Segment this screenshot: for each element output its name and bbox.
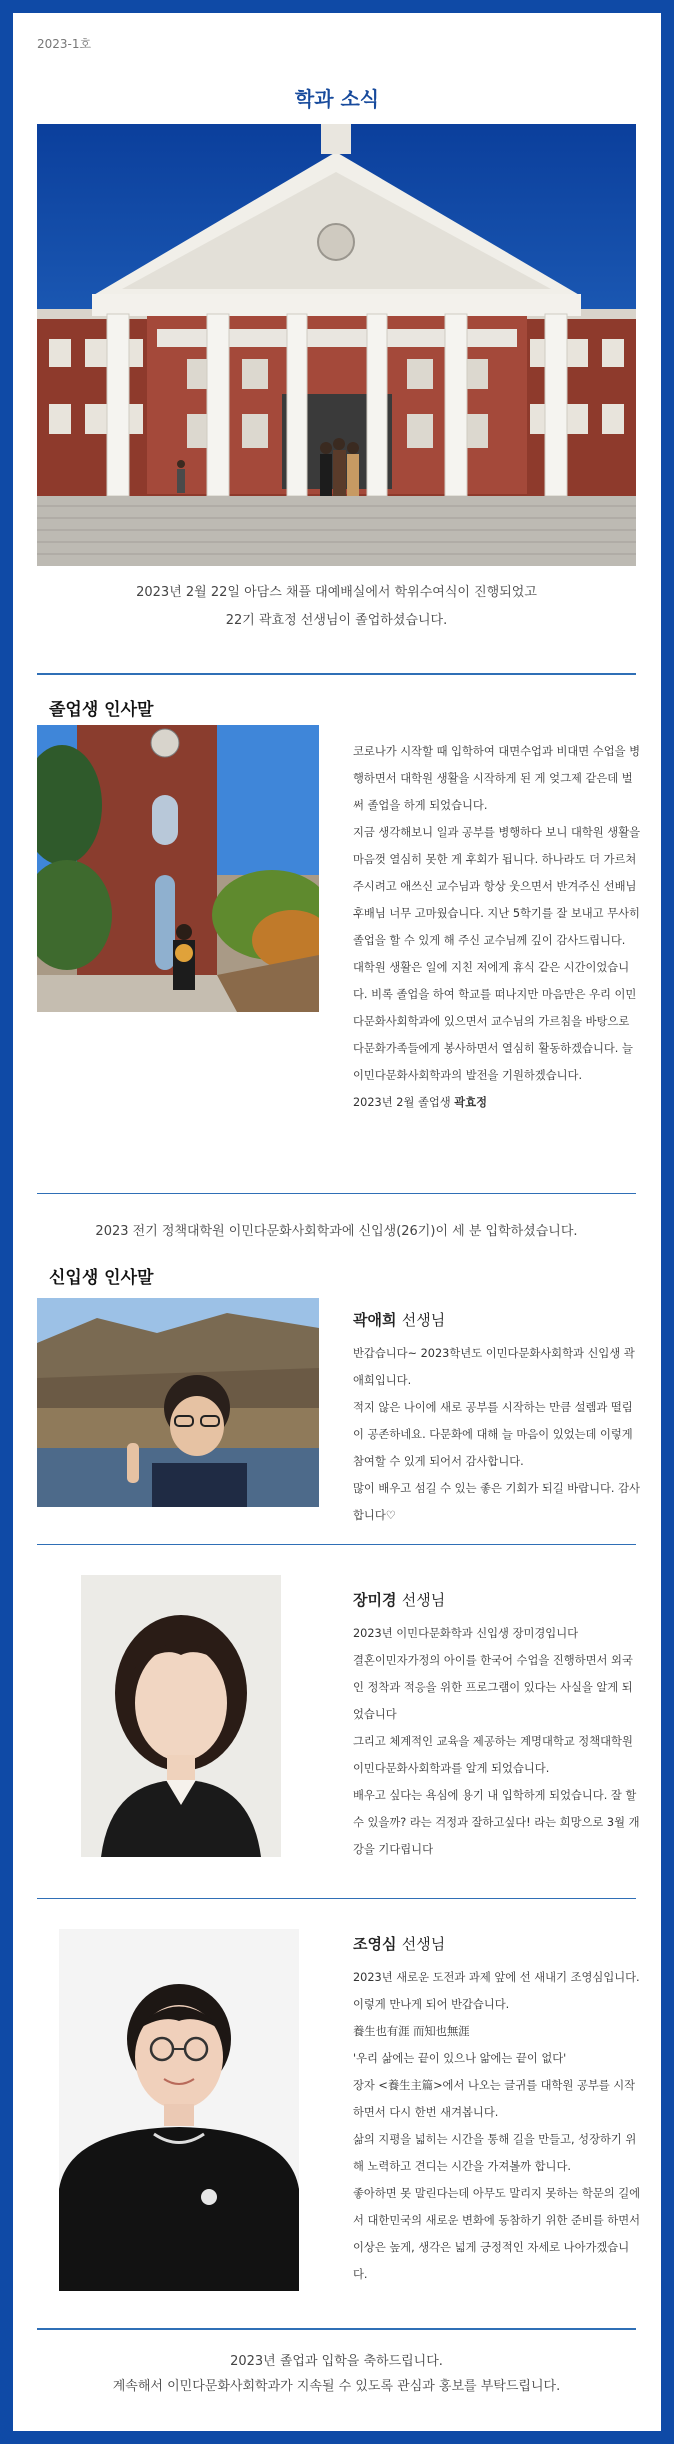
graduate-paragraph: 코로나가 시작할 때 입학하여 대면수업과 비대면 수업을 병행하면서 대학원 생활을 시작하게 된 게 엊그제 같은데 벌써 졸업을 하게 되었습니다.: [353, 745, 641, 812]
footer-line: 2023년 졸업과 입학을 축하드립니다.: [230, 2354, 443, 2369]
student-paragraph: 좋아하면 못 말린다는데 아무도 말리지 못하는 학문의 길에서 대한민국의 새로운 변화에 동참하기 위한 준비를 하면서 이상은 높게, 생각은 넓게 긍정적인 자세로 나아가겠습니다.: [353, 2187, 641, 2281]
hero-photo-graduation-building: [37, 124, 636, 566]
student-photo-illustration: [37, 1298, 319, 1507]
signature-name: 곽효정: [454, 1096, 488, 1109]
section-divider: [37, 2328, 636, 2330]
section-divider: [37, 1544, 636, 1545]
student-paragraph: 적지 않은 나이에 새로 공부를 시작하는 만큼 설렘과 떨림이 공존하네요. 다문화에 대해 늘 마음이 있었는데 이렇게 참여할 수 있게 되어서 감사합니다.: [353, 1401, 633, 1468]
student-photo-jo: [59, 1929, 299, 2291]
student-name: [353, 1931, 643, 1958]
footer-line: 계속해서 이민다문화사회학과가 지속될 수 있도록 관심과 홍보를 부탁드립니다.: [112, 2379, 561, 2394]
student-paragraph: 2023년 새로운 도전과 과제 앞에 선 새내기 조영심입니다.: [353, 1971, 640, 1984]
student-message-kwak: [353, 1307, 643, 1529]
graduate-paragraph: 대학원 생활은 일에 지친 저에게 휴식 같은 시간이었습니다. 비록 졸업을 하여 학교를 떠나지만 마음만은 우리 이민다문화사회학과에 있으면서 교수님의 가르침을 바탕으로 다문화가족들에게 봉사하면서 열심히 활동하겠습니다. 늘 이민다문화사회학과의 발전을 기원하겠습니다.: [353, 961, 637, 1082]
section-divider: [37, 1193, 636, 1194]
hero-caption: [37, 579, 636, 635]
honorific: 선생님: [401, 1591, 446, 1609]
hero-caption-line: 22기 곽효정 선생님이 졸업하셨습니다.: [225, 613, 448, 628]
graduate-message: [353, 738, 643, 1116]
student-name-text: 장미경: [353, 1591, 397, 1609]
graduate-paragraph: 지금 생각해보니 일과 공부를 병행하다 보니 대학원 생활을 마음껏 열심히 못한 게 후회가 됩니다. 하나라도 더 가르쳐 주시려고 애쓰신 교수님과 항상 웃으면서 반겨주신 선배님 후배님 너무 고마웠습니다. 지난 5학기를 잘 보내고 무사히 졸업을 할 수 있게 해 주신 교수님께 깊이 감사드립니다.: [353, 826, 641, 947]
student-photo-illustration: [59, 1929, 299, 2291]
student-paragraph: 배우고 싶다는 욕심에 용기 내 입학하게 되었습니다. 잘 할 수 있을까? 라는 걱정과 잘하고싶다! 라는 희망으로 3월 개강을 기다립니다: [353, 1789, 640, 1856]
newsletter-page: [13, 13, 661, 2431]
building-illustration: [37, 124, 636, 566]
student-photo-illustration: [81, 1575, 281, 1857]
student-message-jo: [353, 1931, 643, 2288]
hero-caption-line: 2023년 2월 22일 아담스 채플 대예배실에서 학위수여식이 진행되었고: [136, 585, 537, 600]
section-divider: [37, 1898, 636, 1899]
page-title: 학과 소식: [294, 87, 380, 111]
student-paragraph: '우리 삶에는 끝이 있으나 앎에는 끝이 없다': [353, 2052, 567, 2065]
student-paragraph: 養生也有涯 而知也無涯: [353, 2025, 470, 2038]
section-divider: [37, 673, 636, 675]
student-message-jang: [353, 1587, 643, 1863]
signature-date: 2023년 2월 졸업생: [353, 1096, 451, 1109]
admission-caption: 2023 전기 정책대학원 이민다문화사회학과에 신입생(26기)이 세 분 입학하셨습니다.: [95, 1224, 578, 1239]
student-paragraph: 그리고 체계적인 교육을 제공하는 계명대학교 정책대학원 이민다문화사회학과를 알게 되었습니다.: [353, 1735, 633, 1775]
student-photo-kwak: [37, 1298, 319, 1507]
student-name-text: 곽애희: [353, 1311, 397, 1329]
honorific: 선생님: [401, 1311, 446, 1329]
student-photo-jang: [81, 1575, 281, 1857]
student-paragraph: 장자 <養生主篇>에서 나오는 글귀를 대학원 공부를 시작하면서 다시 한번 새겨봅니다.: [353, 2079, 636, 2119]
graduate-photo-illustration: [37, 725, 319, 1012]
graduate-photo: [37, 725, 319, 1012]
graduate-heading: 졸업생 인사말: [49, 700, 154, 720]
student-paragraph: 많이 배우고 섬길 수 있는 좋은 기회가 되길 바랍니다. 감사합니다♡: [353, 1482, 640, 1522]
student-name: [353, 1307, 643, 1334]
student-paragraph: 삶의 지평을 넓히는 시간을 통해 길을 만들고, 성장하기 위해 노력하고 견디는 시간을 가져볼까 합니다.: [353, 2133, 637, 2173]
honorific: 선생님: [401, 1935, 446, 1953]
student-paragraph: 결혼이민자가정의 아이를 한국어 수업을 진행하면서 외국인 정착과 적응을 위한 프로그램이 있다는 사실을 알게 되었습니다: [353, 1654, 633, 1721]
student-name-text: 조영심: [353, 1935, 397, 1953]
freshmen-heading: 신입생 인사말: [49, 1268, 154, 1288]
issue-number: 2023-1호: [37, 37, 92, 51]
footer-message: [37, 2349, 636, 2399]
student-paragraph: 이렇게 만나게 되어 반갑습니다.: [353, 1998, 510, 2011]
student-name: [353, 1587, 643, 1614]
student-paragraph: 반갑습니다~ 2023학년도 이민다문화사회학과 신입생 곽애희입니다.: [353, 1347, 635, 1387]
student-paragraph: 2023년 이민다문화학과 신입생 장미경입니다: [353, 1627, 579, 1640]
graduate-signature: [353, 1089, 643, 1116]
